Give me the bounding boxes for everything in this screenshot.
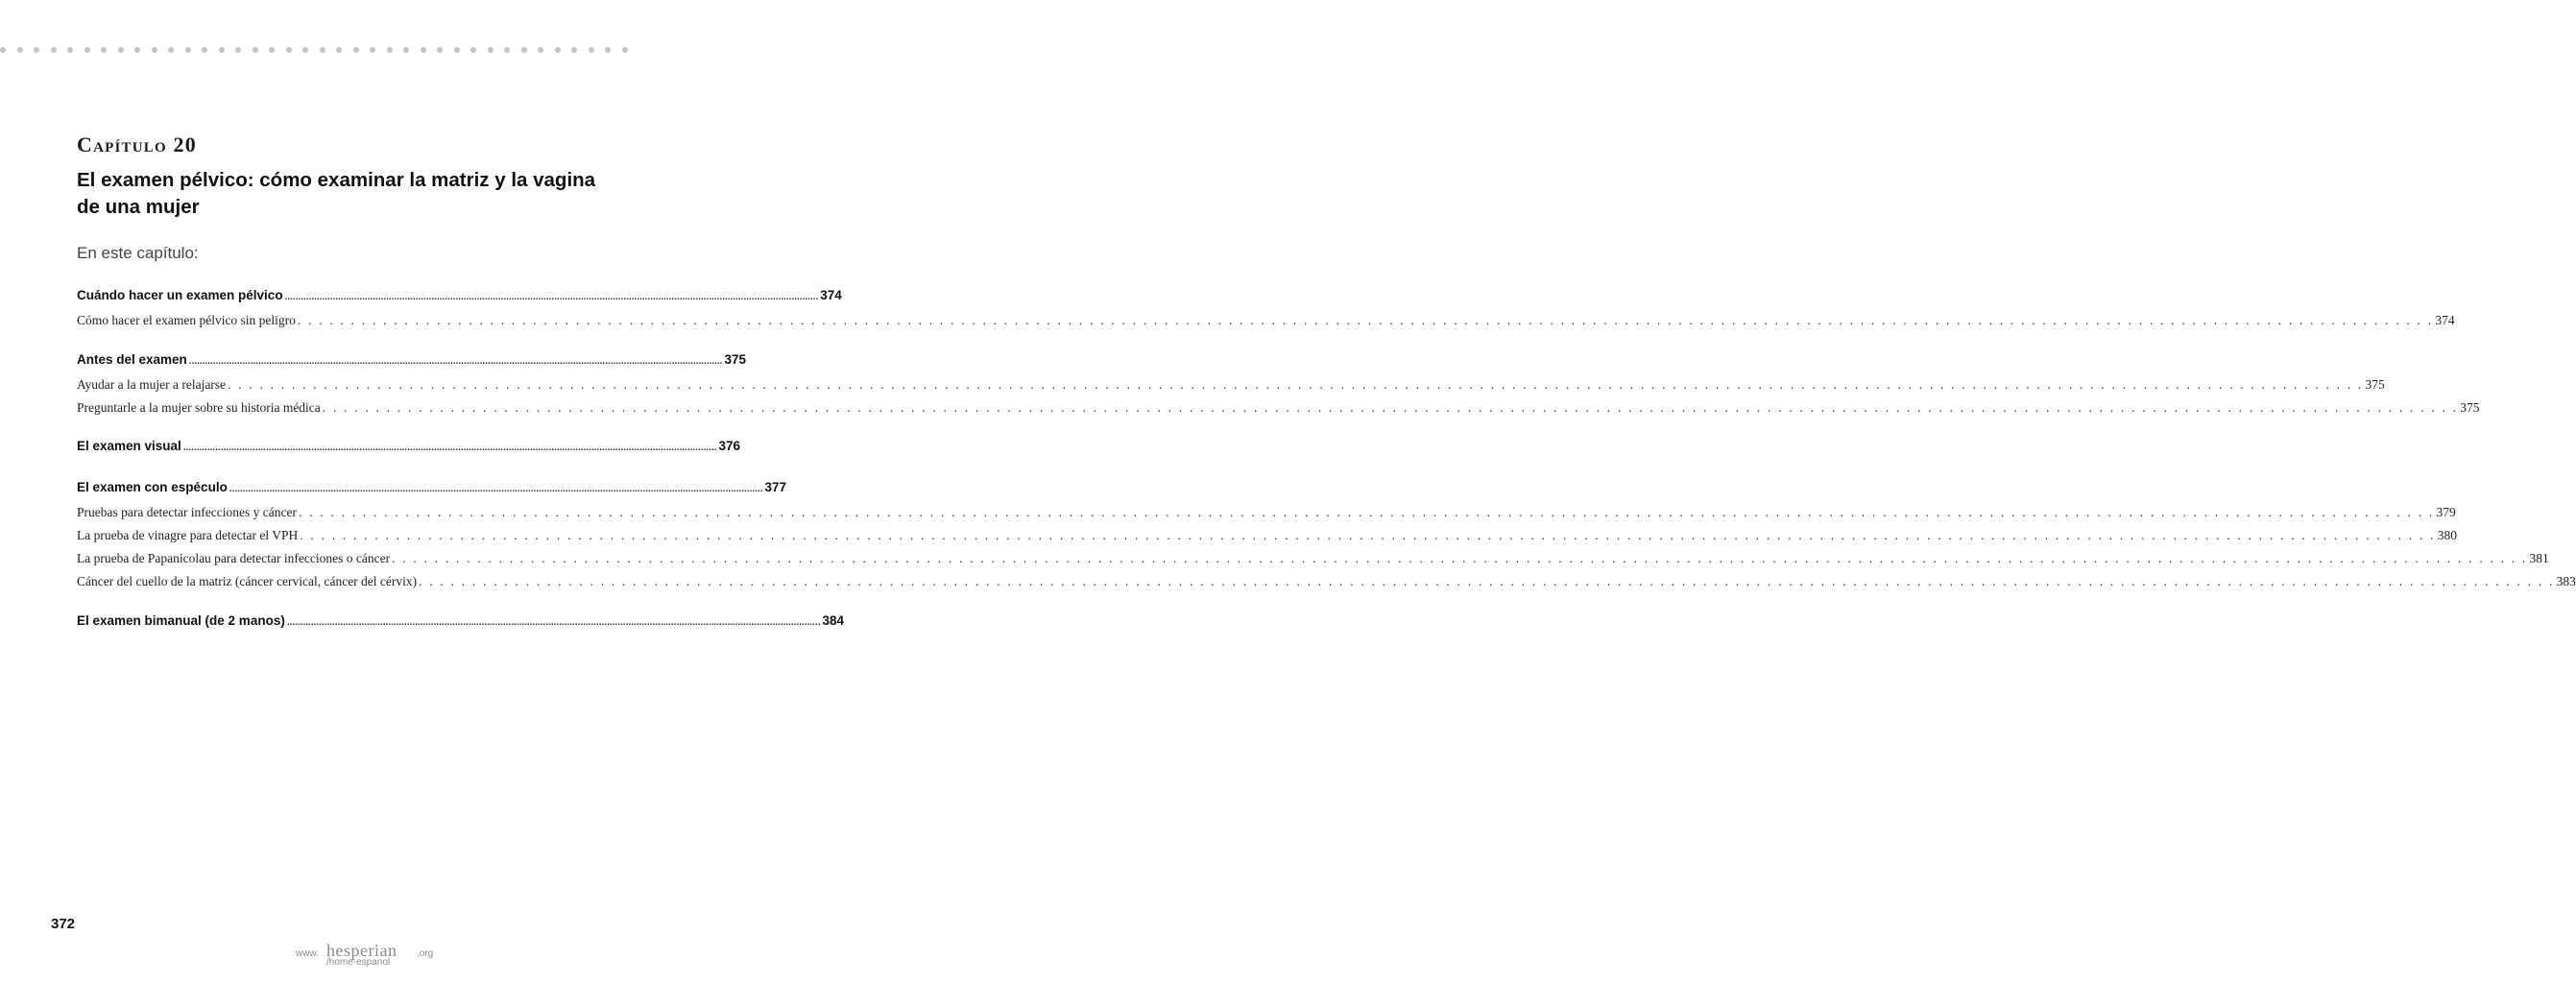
toc-entry-label: Ayudar a la mujer a relajarse (77, 377, 227, 392)
toc-entry-label: El examen visual (77, 439, 181, 453)
footer-brand: hesperian (326, 941, 397, 960)
decorative-dot (403, 47, 409, 53)
decorative-dot (454, 47, 460, 53)
toc-leader-dots: . . . . . . . . . . . . . . . . . . . . . . . . . . . . . . . . . . . . . . . . . . . . . . . . . . . . . . . . . . . . . . . . . . . . . . . . . . . . . . . . . . . . . . . . . . . . . . . . . . . . . . . . . . . . . . . . . . . . . . . . . . . . . . . . . . . . . . . . . . . . . . . . . . . . . . . . . . . . . . . . . . . . . . . . . . . . . . . . . . . . . . . . . . . . . . . . . . . . . . . . (228, 377, 2364, 392)
decorative-dot (101, 47, 107, 53)
decorative-dot (84, 47, 90, 53)
decorative-dot (421, 47, 426, 53)
toc-entry-page: 376 (718, 439, 741, 453)
chapter-title: El examen pélvico: cómo examinar la matriz y la vagina de una mujer (77, 169, 596, 218)
toc-leader-dots: ........................................................................................................................................................................................................ (286, 617, 821, 628)
toc-leader-dots: ........................................................................................................................................................................................................ (182, 443, 717, 453)
toc-leader-dots: . . . . . . . . . . . . . . . . . . . . . . . . . . . . . . . . . . . . . . . . . . . . . . . . . . . . . . . . . . . . . . . . . . . . . . . . . . . . . . . . . . . . . . . . . . . . . . . . . . . . . . . . . . . . . . . . . . . . . . . . . . . . . . . . . . . . . . . . . . . . . . . . . . . . . . . . . . . . . . . . . . . . . . . . . . . . . . . . . . . . . . . . . . . . . . . . . . . . . . . . (297, 313, 2434, 327)
decorative-dot (488, 47, 494, 53)
toc-entry-label: La prueba de vinagre para detectar el VPH (77, 528, 299, 542)
chapter-intro: En este capítulo: (77, 244, 199, 262)
toc-entry-page: 380 (2437, 528, 2457, 542)
decorative-dot (219, 47, 225, 53)
toc-entry-page: 375 (2460, 400, 2480, 415)
toc-entry-page: 375 (2365, 377, 2385, 392)
toc-leader-dots: ........................................................................................................................................................................................................ (188, 356, 723, 367)
toc-leader-dots: . . . . . . . . . . . . . . . . . . . . . . . . . . . . . . . . . . . . . . . . . . . . . . . . . . . . . . . . . . . . . . . . . . . . . . . . . . . . . . . . . . . . . . . . . . . . . . . . . . . . . . . . . . . . . . . . . . . . . . . . . . . . . . . . . . . . . . . . . . . . . . . . . . . . . . . . . . . . . . . . . . . . . . . . . . . . . . . . . . . . . . . . . . . . . . . . . . . . . . . . (299, 505, 2435, 519)
toc-entry-page: 374 (820, 288, 842, 302)
decorative-dot (370, 47, 375, 53)
chapter-label: Capítulo 20 (77, 132, 197, 156)
decorative-dot (521, 47, 527, 53)
toc-entry[interactable] (77, 505, 2456, 520)
toc-entry[interactable] (77, 574, 2576, 589)
toc-entry-label: El examen con espéculo (77, 480, 228, 494)
toc-entry-page: 383 (2556, 574, 2576, 588)
decorative-dot (34, 47, 39, 53)
toc-entry[interactable] (77, 288, 842, 302)
toc-entry-label: Cáncer del cuello de la matriz (cáncer cervical, cáncer del cérvix) (77, 574, 418, 588)
footer-website[interactable] (296, 943, 449, 971)
toc-entry[interactable] (77, 439, 741, 453)
decorative-dot (437, 47, 443, 53)
toc-entry-page: 379 (2436, 505, 2456, 519)
decorative-dot (0, 47, 6, 53)
toc-entry-page: 381 (2529, 551, 2549, 565)
decorative-dot (353, 47, 359, 53)
toc-leader-dots: . . . . . . . . . . . . . . . . . . . . . . . . . . . . . . . . . . . . . . . . . . . . . . . . . . . . . . . . . . . . . . . . . . . . . . . . . . . . . . . . . . . . . . . . . . . . . . . . . . . . . . . . . . . . . . . . . . . . . . . . . . . . . . . . . . . . . . . . . . . . . . . . . . . . . . . . . . . . . . . . . . . . . . . . . . . . . . . . . . . . . . . . . . . . . . . . . . . . . . . . (419, 574, 2555, 588)
toc-entry[interactable] (77, 551, 2549, 566)
toc-entry-label: Preguntarle a la mujer sobre su historia médica (77, 400, 321, 415)
toc-entry[interactable] (77, 528, 2457, 543)
decorative-dot (253, 47, 258, 53)
toc-entry-label: Antes del examen (77, 352, 187, 367)
decorative-dot (336, 47, 342, 53)
toc-entry-label: Cómo hacer el examen pélvico sin peligro (77, 313, 296, 327)
decorative-dot (470, 47, 476, 53)
decorative-dot (235, 47, 241, 53)
decorative-dot (555, 47, 561, 53)
footer-suffix: .org (417, 948, 434, 959)
decorative-dot (538, 47, 543, 53)
decorative-dot (589, 47, 594, 53)
decorative-dot (605, 47, 611, 53)
page-number: 372 (51, 916, 76, 932)
decorative-dot (571, 47, 577, 53)
decorative-dot (202, 47, 207, 53)
decorative-dot (185, 47, 191, 53)
footer-prefix: www. (296, 948, 319, 959)
toc-entry-page: 377 (764, 480, 787, 494)
toc-entry-label: La prueba de Papanicolau para detectar infecciones o cáncer (77, 551, 391, 565)
toc-leader-dots: ........................................................................................................................................................................................................ (229, 484, 763, 494)
decorative-dot (17, 47, 23, 53)
toc-entry[interactable] (77, 613, 845, 628)
decorative-dot (387, 47, 393, 53)
toc-entry[interactable] (77, 313, 2455, 328)
toc-entry-label: Pruebas para detectar infecciones y cáncer (77, 505, 297, 519)
toc-entry-page: 375 (724, 352, 746, 367)
decorative-dot (118, 47, 124, 53)
footer-path: /home-espanol (326, 957, 391, 968)
toc-leader-dots: . . . . . . . . . . . . . . . . . . . . . . . . . . . . . . . . . . . . . . . . . . . . . . . . . . . . . . . . . . . . . . . . . . . . . . . . . . . . . . . . . . . . . . . . . . . . . . . . . . . . . . . . . . . . . . . . . . . . . . . . . . . . . . . . . . . . . . . . . . . . . . . . . . . . . . . . . . . . . . . . . . . . . . . . . . . . . . . . . . . . . . . . . . . . . . . . . . . . . . . . (322, 400, 2459, 415)
toc-leader-dots: . . . . . . . . . . . . . . . . . . . . . . . . . . . . . . . . . . . . . . . . . . . . . . . . . . . . . . . . . . . . . . . . . . . . . . . . . . . . . . . . . . . . . . . . . . . . . . . . . . . . . . . . . . . . . . . . . . . . . . . . . . . . . . . . . . . . . . . . . . . . . . . . . . . . . . . . . . . . . . . . . . . . . . . . . . . . . . . . . . . . . . . . . . . . . . . . . . . . . . . . (392, 551, 2528, 565)
toc-leader-dots: . . . . . . . . . . . . . . . . . . . . . . . . . . . . . . . . . . . . . . . . . . . . . . . . . . . . . . . . . . . . . . . . . . . . . . . . . . . . . . . . . . . . . . . . . . . . . . . . . . . . . . . . . . . . . . . . . . . . . . . . . . . . . . . . . . . . . . . . . . . . . . . . . . . . . . . . . . . . . . . . . . . . . . . . . . . . . . . . . . . . . . . . . . . . . . . . . . . . . . . . (300, 528, 2436, 542)
decorative-dot (302, 47, 308, 53)
decorative-dot (51, 47, 57, 53)
decorative-dot (622, 47, 628, 53)
decorative-dot (269, 47, 275, 53)
toc-entry[interactable] (77, 352, 746, 367)
decorative-dot (504, 47, 510, 53)
toc-entry[interactable] (77, 377, 2385, 393)
toc-entry[interactable] (77, 400, 2480, 416)
decorative-dot (286, 47, 292, 53)
decorative-dot (320, 47, 325, 53)
toc-leader-dots: ........................................................................................................................................................................................................ (284, 292, 819, 302)
toc-entry-page: 374 (2435, 313, 2455, 327)
toc-entry-label: Cuándo hacer un examen pélvico (77, 288, 283, 302)
decorative-dot (67, 47, 73, 53)
toc-entry-page: 384 (822, 613, 845, 628)
toc-entry[interactable] (77, 480, 787, 494)
decorative-dot-row (0, 46, 645, 54)
decorative-dot (152, 47, 157, 53)
decorative-dot (134, 47, 140, 53)
toc-entry-label: El examen bimanual (de 2 manos) (77, 613, 285, 628)
decorative-dot (168, 47, 174, 53)
